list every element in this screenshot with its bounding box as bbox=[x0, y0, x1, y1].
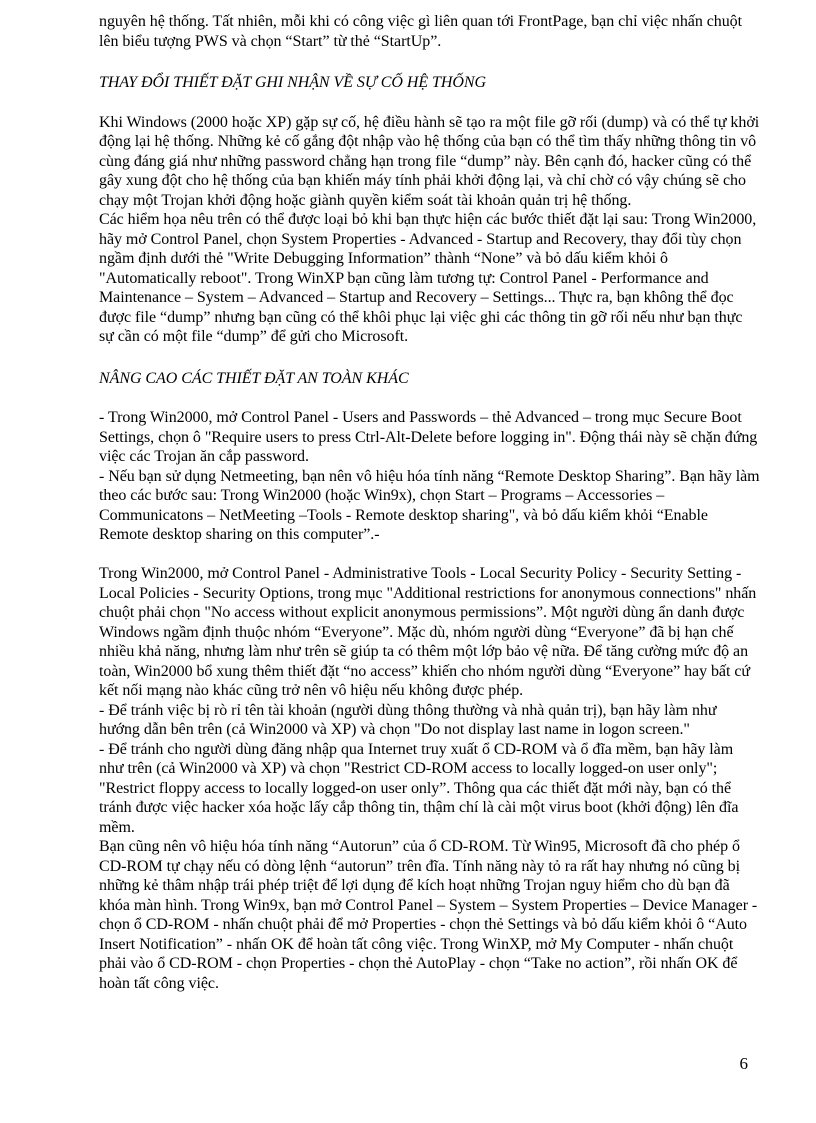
paragraph-cdrom-floppy: - Để tránh cho người dùng đăng nhập qua Internet truy xuất ổ CD-ROM và ổ đĩa mềm, bạn hãy làm như trên (cả Win2000 và XP) và chọn "Restrict CD-ROM access to locally logged-on user only"; "Restrict floppy access to locally logged-on user only”. Thông qua các thiết đặt mới này, bạn có thể tránh được việc hacker xóa hoặc lấy cắp thông tin, thậm chí là cài một virus boot (khởi động) lên đĩa mềm. bbox=[99, 740, 739, 836]
section-heading-other-settings: NÂNG CAO CÁC THIẾT ĐẶT AN TOÀN KHÁC bbox=[99, 369, 409, 387]
page-body bbox=[99, 12, 761, 993]
paragraph-last-name: - Để tránh việc bị rò rỉ tên tài khoản (người dùng thông thường và nhà quản trị), bạn hãy làm như hướng dẫn bên trên (cả Win2000 và XP) và chọn "Do not display last name in logon screen." bbox=[99, 701, 717, 738]
section-heading-crash-settings: THAY ĐỔI THIẾT ĐẶT GHI NHẬN VỀ SỰ CỐ HỆ THỐNG bbox=[99, 74, 487, 91]
paragraph-secure-boot: - Trong Win2000, mở Control Panel - Users and Passwords – thẻ Advanced – trong mục Secure Boot Settings, chọn ô "Require users to press Ctrl-Alt-Delete before logging in". Động thái này sẽ chặn đứng việc các Trojan ăn cắp password. bbox=[99, 409, 758, 465]
paragraph-netmeeting: - Nếu bạn sử dụng Netmeeting, bạn nên vô hiệu hóa tính năng “Remote Desktop Sharing”. Bạn hãy làm theo các bước sau: Trong Win2000 (hoặc Win9x), chọn Start – Programs – Accessories – Communicatons – NetMeeting –Tools - Remote desktop sharing", và bỏ dấu kiểm khỏi “Enable Remote desktop sharing on this computer”.- bbox=[99, 467, 760, 543]
paragraph-gap bbox=[99, 545, 761, 565]
paragraph-anonymous-access: Trong Win2000, mở Control Panel - Administrative Tools - Local Security Policy - Security Setting - Local Policies - Security Options, trong mục "Additional restrictions for anonymous connections" nhấn chuột phải chọn "No access without explicit anonymous permissions”. Một người dùng ẩn danh được Windows ngầm định thuộc nhóm “Everyone”. Mặc dù, nhóm người dùng “Everyone” đã bị hạn chế nhiều khả năng, nhưng làm như trên sẽ giúp ta có thêm một lớp bảo vệ nữa. Để tăng cường mức độ an toàn, Win2000 bổ xung thêm thiết đặt “no access” khiến cho nhóm người dùng “Everyone” hay bất cứ kết nối mạng nào khác cũng trở nên vô hiệu nếu không được phép. bbox=[99, 565, 757, 699]
paragraph-crash-dump: Khi Windows (2000 hoặc XP) gặp sự cố, hệ điều hành sẽ tạo ra một file gỡ rối (dump) và có thể tự khởi động lại hệ thống. Những kẻ cố gắng đột nhập vào hệ thống của bạn có thể tìm thấy những thông tin vô cùng đáng giá như những password chẳng hạn trong file “dump” này. Bên cạnh đó, hacker cũng có thể gây xung đột cho hệ thống của bạn khiến máy tính phải khởi động lại, và chỉ chờ có vậy chúng sẽ cho chạy một Trojan khởi động hoặc giành quyền kiểm soát tài khoản quản trị hệ thống. bbox=[99, 113, 760, 209]
paragraph-autorun: Bạn cũng nên vô hiệu hóa tính năng “Autorun” của ổ CD-ROM. Từ Win95, Microsoft đã cho phép ổ CD-ROM tự chạy nếu có dòng lệnh “autorun” trên đĩa. Tính năng này tỏ ra rất hay nhưng nó cũng bị những kẻ thâm nhập trái phép triệt để lợi dụng để kích hoạt những Trojan nguy hiểm cho dù bạn đã khóa màn hình. Trong Win9x, bạn mở Control Panel – System – System Properties – Device Manager - chọn ổ CD-ROM - nhấn chuột phải để mở Properties - chọn thẻ Settings và bỏ dấu kiểm khỏi ô “Auto Insert Notification” - nhấn OK để hoàn tất công việc. Trong WinXP, mở My Computer - nhấn chuột phải vào ổ CD-ROM - chọn Properties - chọn thẻ AutoPlay - chọn “Take no action”, rồi nhấn OK để hoàn tất công việc. bbox=[99, 838, 758, 992]
paragraph-crash-fix: Các hiểm họa nêu trên có thể được loại bỏ khi bạn thực hiện các bước thiết đặt lại sau: Trong Win2000, hãy mở Control Panel, chọn System Properties - Advanced - Startup and Recovery, thay đổi tùy chọn ngầm định dưới thẻ "Write Debugging Information” thành “None” và bỏ dấu kiểm khỏi ô "Automatically reboot". Trong WinXP bạn cũng làm tương tự: Control Panel - Performance and Maintenance – System – Advanced – Startup and Recovery – Settings... Thực ra, bạn không thể đọc được file “dump” nhưng bạn cũng có thể khôi phục lại việc ghi các thông tin gỡ rối nếu như bạn thực sự cần có một file “dump” để gửi cho Microsoft. bbox=[99, 211, 757, 345]
paragraph-continuation: nguyên hệ thống. Tất nhiên, mỗi khi có công việc gì liên quan tới FrontPage, bạn chỉ việc nhấn chuột lên biểu tượng PWS và chọn “Start” từ thẻ “StartUp”. bbox=[99, 13, 743, 50]
page-number: 6 bbox=[739, 1054, 748, 1073]
